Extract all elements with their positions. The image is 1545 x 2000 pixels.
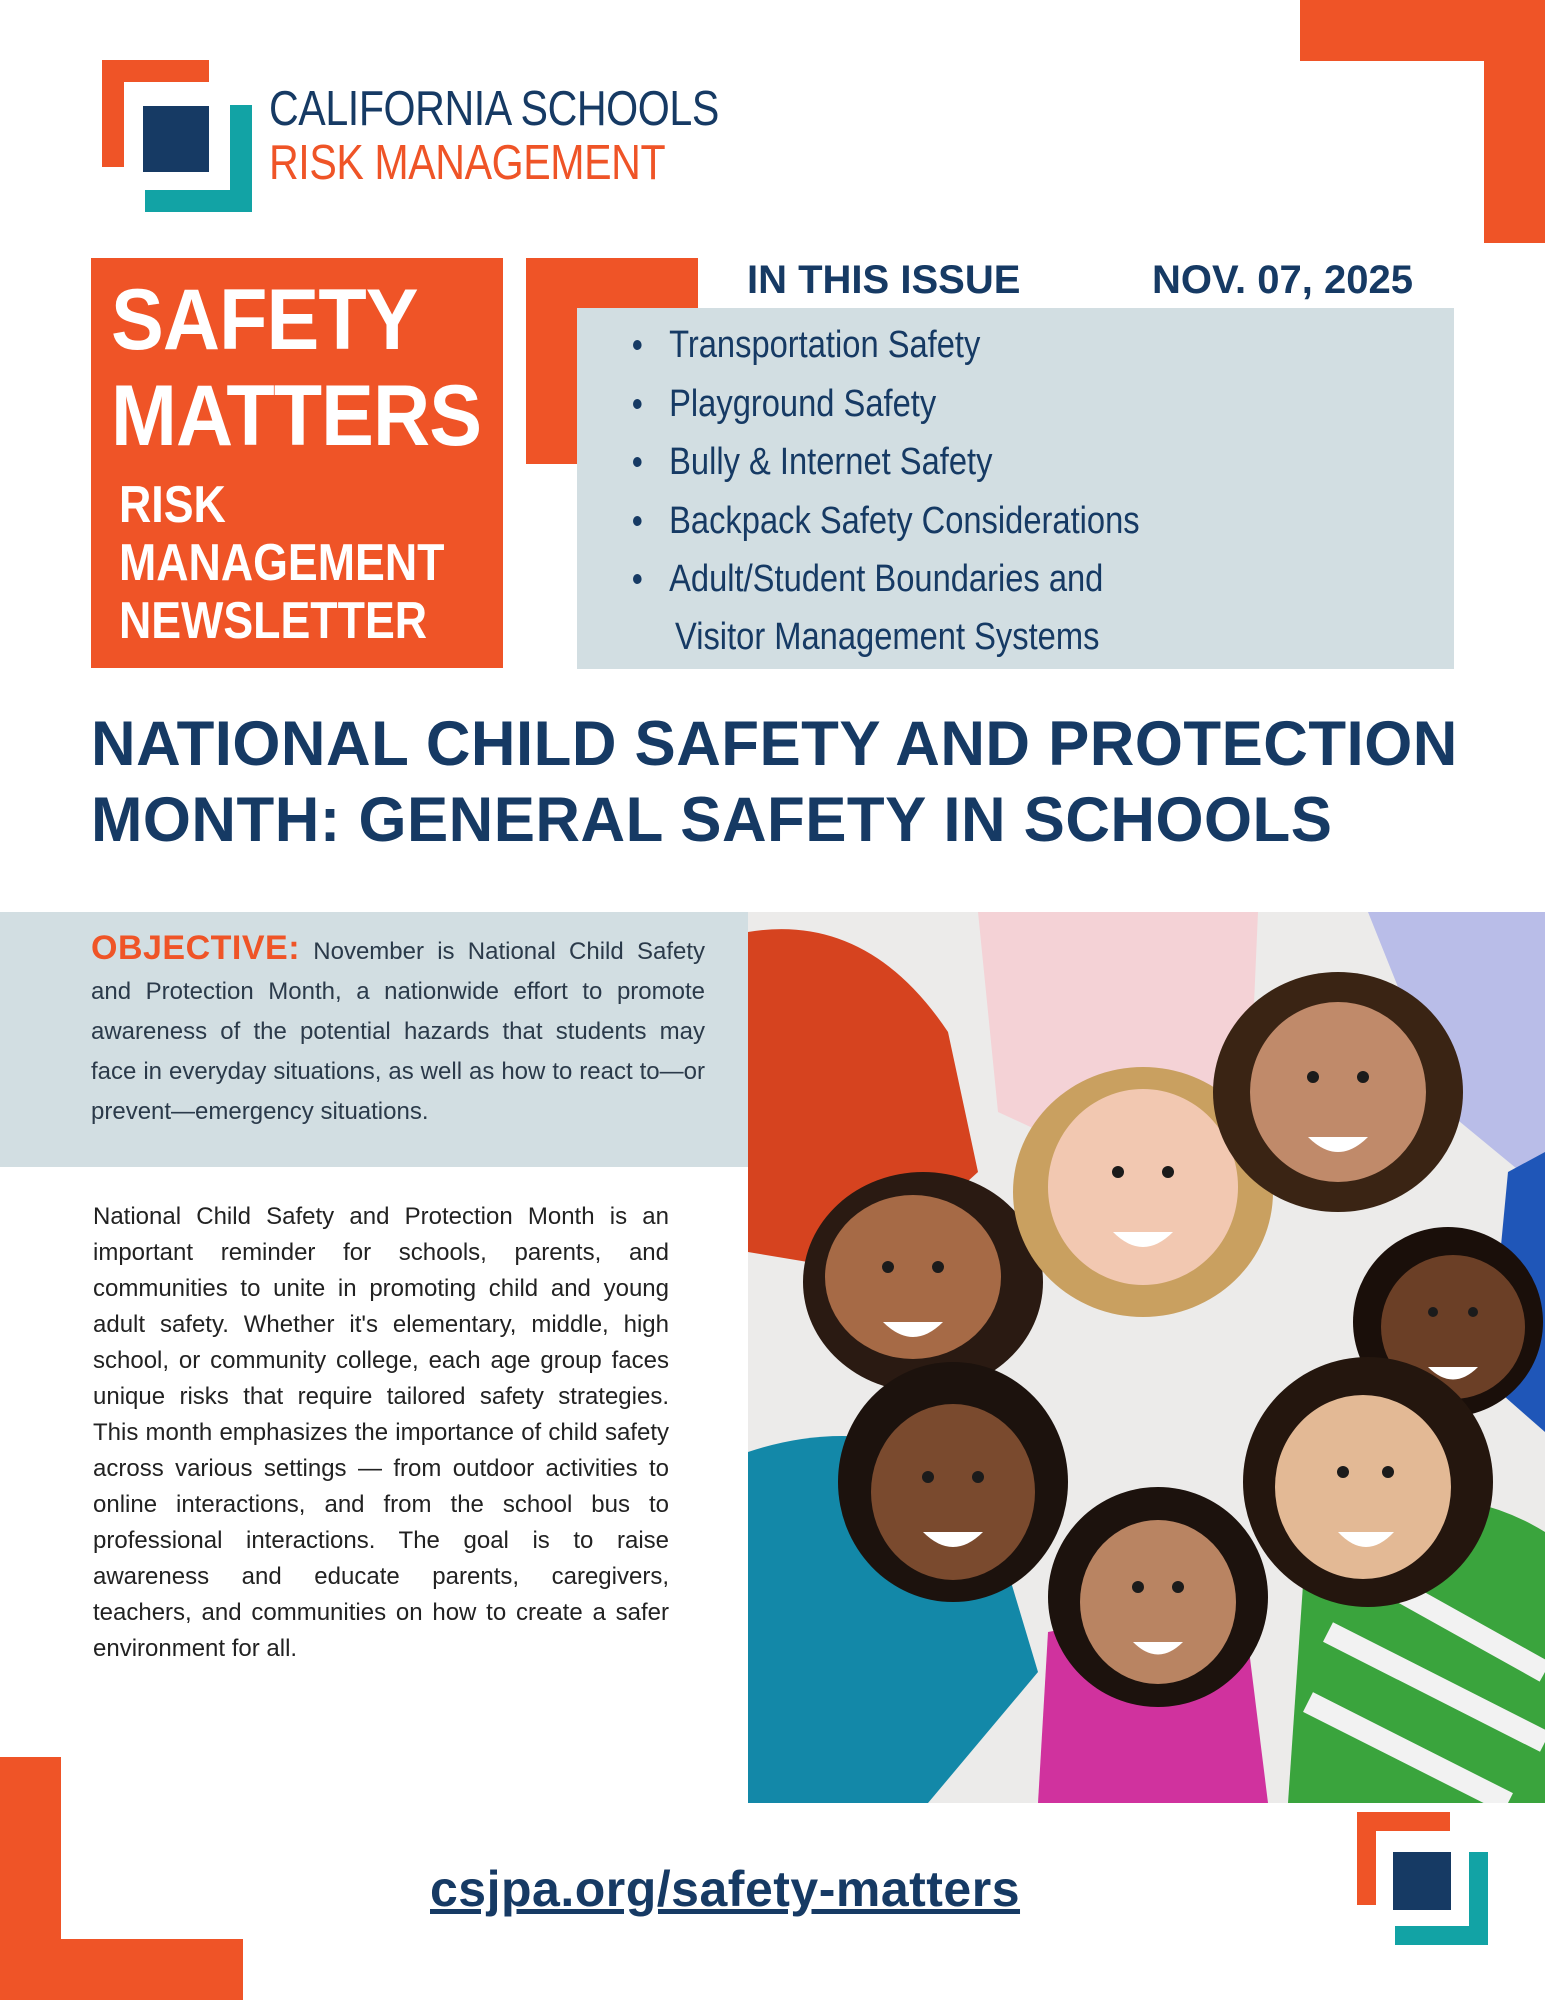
masthead-subtitle-line-3: NEWSLETTER <box>119 592 428 650</box>
brand-line-2: RISK MANAGEMENT <box>269 136 666 190</box>
issue-panel <box>577 308 1454 669</box>
bullet-icon <box>633 340 642 350</box>
issue-item-continuation: Visitor Management Systems <box>675 616 1100 658</box>
masthead-subtitle-line-1: RISK <box>119 476 226 534</box>
children-circle-photo <box>748 912 1545 1803</box>
issue-item: Adult/Student Boundaries and <box>633 550 1140 609</box>
masthead-title-line-1: SAFETY <box>111 272 418 368</box>
bullet-icon <box>633 516 642 526</box>
masthead-subtitle <box>119 476 444 650</box>
issue-bracket-side <box>526 258 577 464</box>
issue-list <box>633 316 1222 609</box>
objective-text <box>91 928 705 1132</box>
objective-label: OBJECTIVE: <box>91 929 301 967</box>
headline-line-1: NATIONAL CHILD SAFETY AND PROTECTION <box>91 709 1458 779</box>
objective-body: November is National Child Safety and Protection Month, a nationwide effort to promote awareness of the potential hazards that students may face in everyday situations, as well as how to react to—or prevent—emergency situations. <box>91 938 706 1125</box>
body-paragraph: National Child Safety and Protection Month is an important reminder for schools, parents, and communities to unite in promoting child and young adult safety. Whether it's elementary, middle, high school, or community college, each age group faces unique risks that require tailored safety strategies. This month emphasizes the importance of child safety across various settings — from outdoor activities to online interactions, and from the school bus to professional interactions. The goal is to raise awareness and educate parents, caregivers, teachers, and communities on how to create a safer environment for all. <box>93 1203 669 1662</box>
issue-item: Playground Safety <box>633 375 1140 434</box>
article-headline <box>91 706 1463 858</box>
bullet-icon <box>633 399 642 409</box>
headline-line-2: MONTH: GENERAL SAFETY IN SCHOOLS <box>91 785 1333 855</box>
masthead-box <box>91 258 503 668</box>
corner-frame-bottom-left-horizontal <box>0 1939 243 2000</box>
footer-link[interactable]: csjpa.org/safety-matters <box>430 1861 1021 1917</box>
nested-squares-logo-icon <box>102 60 252 212</box>
issue-item: Bully & Internet Safety <box>633 433 1140 492</box>
masthead-subtitle-line-2: MANAGEMENT <box>119 534 445 592</box>
children-photo-illustration <box>748 912 1545 1803</box>
bullet-icon <box>633 574 642 584</box>
issue-label: IN THIS ISSUE <box>747 258 1021 302</box>
issue-date: NOV. 07, 2025 <box>1152 258 1413 302</box>
bullet-icon <box>633 457 642 467</box>
brand-name <box>269 82 719 190</box>
footer-logo-icon <box>1357 1812 1488 1945</box>
issue-item: Transportation Safety <box>633 316 1140 375</box>
brand-line-1: CALIFORNIA SCHOOLS <box>269 82 719 136</box>
corner-frame-top-right-vertical <box>1484 0 1545 243</box>
masthead-title <box>111 272 481 464</box>
issue-item: Backpack Safety Considerations <box>633 492 1140 551</box>
masthead-title-line-2: MATTERS <box>111 368 482 464</box>
